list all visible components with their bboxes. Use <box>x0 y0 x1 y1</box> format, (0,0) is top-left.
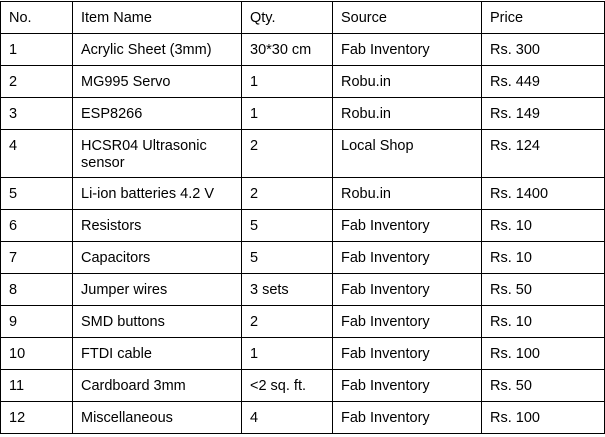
table-header-row <box>1 2 605 34</box>
cell-item-name: MG995 Servo <box>73 66 242 98</box>
cell-price: Rs. 149 <box>482 98 605 130</box>
cell-qty: 5 <box>242 210 333 242</box>
cell-source: Fab Inventory <box>333 242 482 274</box>
cell-price: Rs. 449 <box>482 66 605 98</box>
cell-price: Rs. 10 <box>482 306 605 338</box>
table-row <box>1 370 605 402</box>
cell-source: Fab Inventory <box>333 34 482 66</box>
cell-item-name: ESP8266 <box>73 98 242 130</box>
cell-item-name: Acrylic Sheet (3mm) <box>73 34 242 66</box>
cell-item-name: Capacitors <box>73 242 242 274</box>
cell-source: Fab Inventory <box>333 210 482 242</box>
cell-qty: <2 sq. ft. <box>242 370 333 402</box>
cell-qty: 2 <box>242 306 333 338</box>
cell-qty: 3 sets <box>242 274 333 306</box>
table-row <box>1 242 605 274</box>
header-source: Source <box>333 2 482 34</box>
cell-no: 6 <box>1 210 73 242</box>
cell-qty: 2 <box>242 130 333 178</box>
cell-price: Rs. 100 <box>482 402 605 434</box>
cell-no: 4 <box>1 130 73 178</box>
cell-qty: 30*30 cm <box>242 34 333 66</box>
header-qty: Qty. <box>242 2 333 34</box>
table-row <box>1 130 605 178</box>
cell-source: Fab Inventory <box>333 274 482 306</box>
cell-no: 11 <box>1 370 73 402</box>
cell-qty: 1 <box>242 66 333 98</box>
cell-qty: 4 <box>242 402 333 434</box>
cell-source: Fab Inventory <box>333 402 482 434</box>
cell-no: 10 <box>1 338 73 370</box>
cell-item-name: SMD buttons <box>73 306 242 338</box>
cell-price: Rs. 1400 <box>482 178 605 210</box>
cell-qty: 1 <box>242 338 333 370</box>
cell-no: 5 <box>1 178 73 210</box>
bill-of-materials-table <box>0 1 605 434</box>
cell-qty: 1 <box>242 98 333 130</box>
cell-qty: 2 <box>242 178 333 210</box>
cell-source: Robu.in <box>333 98 482 130</box>
table-row <box>1 274 605 306</box>
cell-source: Robu.in <box>333 66 482 98</box>
header-no: No. <box>1 2 73 34</box>
table-row <box>1 66 605 98</box>
cell-no: 7 <box>1 242 73 274</box>
cell-qty: 5 <box>242 242 333 274</box>
cell-item-name: Jumper wires <box>73 274 242 306</box>
cell-item-name: FTDI cable <box>73 338 242 370</box>
cell-no: 12 <box>1 402 73 434</box>
cell-item-name: HCSR04 Ultrasonic sensor <box>73 130 242 178</box>
cell-item-name: Miscellaneous <box>73 402 242 434</box>
table-row <box>1 210 605 242</box>
cell-no: 2 <box>1 66 73 98</box>
cell-price: Rs. 50 <box>482 274 605 306</box>
cell-price: Rs. 10 <box>482 210 605 242</box>
table-row <box>1 34 605 66</box>
cell-price: Rs. 10 <box>482 242 605 274</box>
cell-no: 8 <box>1 274 73 306</box>
cell-no: 9 <box>1 306 73 338</box>
table-row <box>1 306 605 338</box>
cell-price: Rs. 124 <box>482 130 605 178</box>
cell-no: 3 <box>1 98 73 130</box>
header-item-name: Item Name <box>73 2 242 34</box>
cell-source: Local Shop <box>333 130 482 178</box>
cell-item-name: Resistors <box>73 210 242 242</box>
cell-source: Fab Inventory <box>333 306 482 338</box>
cell-item-name: Li-ion batteries 4.2 V <box>73 178 242 210</box>
table-row <box>1 402 605 434</box>
cell-source: Robu.in <box>333 178 482 210</box>
cell-item-name: Cardboard 3mm <box>73 370 242 402</box>
table-row <box>1 338 605 370</box>
table-row <box>1 98 605 130</box>
header-price: Price <box>482 2 605 34</box>
cell-price: Rs. 100 <box>482 338 605 370</box>
table-row <box>1 178 605 210</box>
cell-source: Fab Inventory <box>333 370 482 402</box>
cell-no: 1 <box>1 34 73 66</box>
cell-price: Rs. 50 <box>482 370 605 402</box>
cell-source: Fab Inventory <box>333 338 482 370</box>
cell-price: Rs. 300 <box>482 34 605 66</box>
